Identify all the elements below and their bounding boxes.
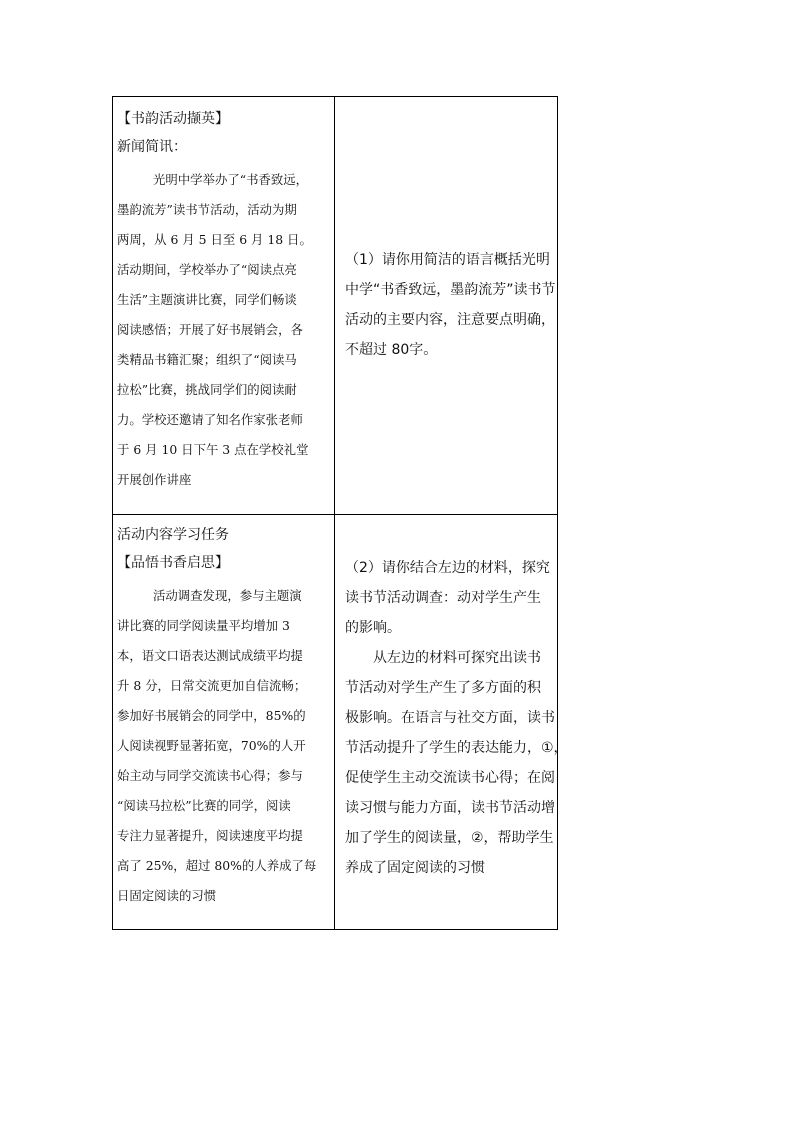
material-line: 本，语文口语表达测试成绩平均提 bbox=[117, 648, 303, 663]
answer-line: 读习惯与能力方面，读书节活动增 bbox=[345, 800, 555, 816]
material-line: 活动调查发现，参与主题演 bbox=[153, 588, 302, 603]
material-line: 于 6 月 10 日下午 3 点在学校礼堂 bbox=[117, 442, 309, 457]
question-line: 中学“书香致远，墨韵流芳”读书节 bbox=[345, 282, 556, 298]
material-line: 高了 25%，超过 80%的人养成了每 bbox=[117, 858, 317, 873]
material-line: 专注力显著提升，阅读速度平均提 bbox=[117, 828, 303, 843]
answer-line: 极影响。在语言与社交方面，读书 bbox=[345, 710, 555, 726]
material-line: 阅读感悟；开展了好书展销会，各 bbox=[117, 322, 303, 337]
material-line: 开展创作讲座 bbox=[117, 472, 192, 487]
answer-line: 养成了固定阅读的习惯 bbox=[345, 860, 485, 876]
material-line: 活动期间，学校举办了“阅读点亮 bbox=[117, 262, 297, 277]
material-line: 日固定阅读的习惯 bbox=[117, 888, 217, 903]
answer-line: 从左边的材料可探究出读书 bbox=[373, 650, 541, 666]
answer-line: 促使学生主动交流读书心得；在阅 bbox=[345, 770, 555, 786]
question-cell-1 bbox=[335, 97, 557, 515]
answer-line: 节活动对学生产生了多方面的积 bbox=[345, 680, 541, 696]
question-line: 活动的主要内容，注意要点明确， bbox=[345, 312, 555, 328]
material-line: 生活”主题演讲比赛，同学们畅谈 bbox=[117, 292, 297, 307]
material-line: 升 8 分，日常交流更加自信流畅； bbox=[117, 678, 307, 693]
answer-line: 节活动提升了学生的表达能力，①， bbox=[345, 740, 568, 756]
material-line: 始主动与同学交流读书心得；参与 bbox=[117, 768, 303, 783]
material-line: 光明中学举办了“书香致远， bbox=[153, 172, 309, 187]
material-line: 两周，从 6 月 5 日至 6 月 18 日。 bbox=[117, 232, 312, 247]
question-line: （1）请你用简洁的语言概括光明 bbox=[345, 252, 550, 268]
question-cell-2 bbox=[335, 515, 568, 929]
question-line: 的影响。 bbox=[345, 620, 401, 636]
answer-line: 加了学生的阅读量，②，帮助学生 bbox=[345, 830, 554, 846]
section-heading: 【品悟书香启思】 bbox=[117, 555, 229, 571]
material-cell-1 bbox=[113, 97, 335, 515]
section-heading: 【书韵活动撷英】 bbox=[117, 111, 229, 127]
material-line: 参加好书展销会的同学中，85%的 bbox=[117, 708, 306, 723]
worksheet-table bbox=[112, 96, 568, 930]
material-cell-2 bbox=[113, 515, 335, 929]
question-line: 读书节活动调查：动对学生产生 bbox=[345, 590, 541, 606]
material-line: 力。学校还邀请了知名作家张老师 bbox=[117, 412, 303, 427]
material-line: 人阅读视野显著拓宽，70%的人开 bbox=[117, 738, 306, 753]
news-subheading: 新闻简讯： bbox=[117, 139, 187, 155]
question-line: （2）请你结合左边的材料，探究 bbox=[345, 560, 550, 576]
material-line: “阅读马拉松”比赛的同学，阅读 bbox=[117, 798, 291, 813]
material-line: 墨韵流芳”读书节活动，活动为期 bbox=[117, 202, 297, 217]
material-line: 讲比赛的同学阅读量平均增加 3 bbox=[117, 618, 290, 633]
task-label: 活动内容学习任务 bbox=[117, 527, 229, 543]
material-line: 拉松”比赛，挑战同学们的阅读耐 bbox=[117, 382, 297, 397]
material-line: 类精品书籍汇聚；组织了“阅读马 bbox=[117, 352, 297, 367]
question-line: 不超过 80字。 bbox=[345, 342, 438, 358]
